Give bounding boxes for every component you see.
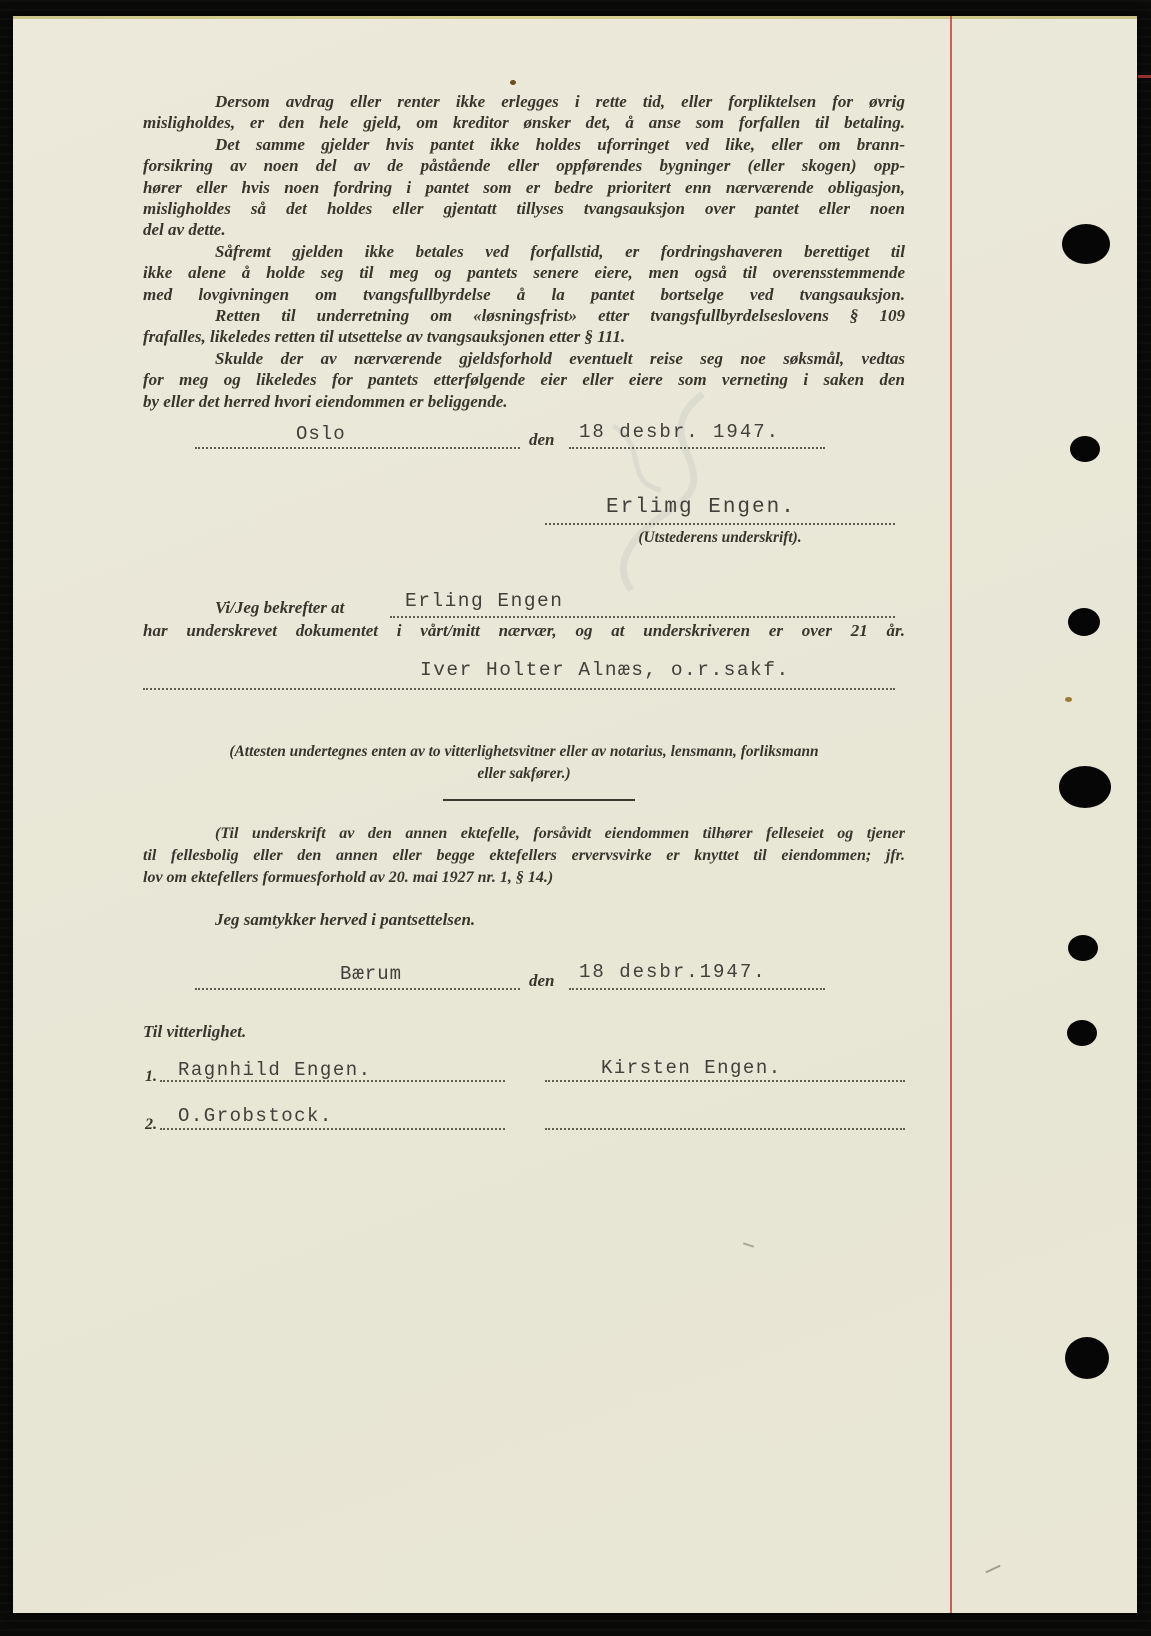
confirmed-name: Erling Engen xyxy=(405,590,564,612)
ink-dot xyxy=(1065,697,1072,702)
spouse-clause-line: (Til underskrift av den annen ektefelle, forsåvidt eiendommen tilhører felleseiet og tjener xyxy=(215,825,905,842)
witness-signature: Kirsten Engen. xyxy=(601,1057,782,1079)
witness-number: 2. xyxy=(145,1116,157,1133)
attestation-note-line: (Attesten undertegnes enten av to vitterlighetsvitner eller av notarius, lensmann, forliksmann xyxy=(229,743,819,760)
issuer-signature: Erlimg Engen. xyxy=(606,496,796,519)
terms-line: Såfremt gjelden ikke betales ved forfallstid, er fordringshaveren berettiget til xyxy=(215,241,905,261)
witness-dotted-line xyxy=(545,1063,905,1082)
place-dotted-line xyxy=(195,430,520,449)
place-field-value: Oslo xyxy=(296,423,346,445)
den-label-2: den xyxy=(529,971,555,990)
punch-hole xyxy=(1070,436,1100,462)
terms-line: for meg og likeledes for pantets etterfølgende eier eller eiere som verneting i saken den xyxy=(143,370,905,390)
terms-line: Dersom avdrag eller renter ikke erlegges i rette tid, eller forpliktelsen for øvrig xyxy=(215,92,905,111)
witness-number: 1. xyxy=(145,1068,157,1085)
terms-line: Det samme gjelder hvis pantet ikke holdes uforringet ved like, eller om brann- xyxy=(215,134,905,154)
spouse-clause-line: til fellesbolig eller den annen eller begge ektefellers ervervsvirke er knyttet til eiendommen; jfr. xyxy=(143,846,905,864)
witness-dotted-line xyxy=(160,1111,505,1130)
witness-signature: O.Grobstock. xyxy=(178,1105,333,1127)
date-field-value-2: 18 desbr.1947. xyxy=(579,961,767,983)
red-edge-tick xyxy=(1138,75,1151,78)
pencil-mark xyxy=(985,1565,1000,1574)
pencil-mark xyxy=(743,1242,754,1247)
punch-hole xyxy=(1068,608,1100,636)
date-field-value: 18 desbr. 1947. xyxy=(579,421,781,443)
punch-hole xyxy=(1068,935,1098,961)
confirmation-text: har underskrevet dokumentet i vårt/mitt nærvær, og at underskriveren er over 21 år. xyxy=(143,621,905,640)
terms-line: Retten til underretning om «løsningsfrist» etter tvangsfullbyrdelseslovens § 109 xyxy=(215,306,905,326)
terms-line: forsikring av noen del av de påstående eller oppførendes bygninger (eller skogen) opp- xyxy=(143,156,905,176)
punch-hole xyxy=(1065,1337,1109,1379)
signature-dotted-line xyxy=(545,506,895,525)
spouse-clause-line: lov om ektefellers formuesforhold av 20. mai 1927 nr. 1, § 14.) xyxy=(143,868,554,886)
red-margin-rule xyxy=(950,16,952,1613)
spouse-clause xyxy=(143,823,905,888)
place-field-value-2: Bærum xyxy=(340,963,403,985)
terms-line: del av dette. xyxy=(143,220,226,240)
witness-heading: Til vitterlighet. xyxy=(143,1022,247,1041)
terms-line: ikke alene å holde seg til meg og pantets senere eiere, men også til overensstemmende xyxy=(143,263,905,283)
attestor-dotted-line xyxy=(143,671,895,690)
terms-line: misligholdes, er den hele gjeld, om kreditor ønsker det, å anse som forfallen til betaling. xyxy=(143,113,905,133)
ink-dot xyxy=(510,80,516,85)
consent-statement: Jeg samtykker herved i pantsettelsen. xyxy=(215,910,476,929)
witness-attorney-signature: Iver Holter Alnæs, o.r.sakf. xyxy=(420,659,790,681)
attestation-note-line: eller sakfører.) xyxy=(477,765,571,782)
den-label: den xyxy=(529,430,555,449)
punch-hole xyxy=(1059,766,1111,808)
punch-hole xyxy=(1062,224,1110,264)
terms-line: by eller det herred hvori eiendommen er beliggende. xyxy=(143,391,508,411)
terms-block xyxy=(143,91,905,412)
paper-sheet xyxy=(13,16,1137,1613)
place-dotted-line-2 xyxy=(195,971,520,990)
terms-line: med lovgivningen om tvangsfullbyrdelse å la pantet bortselge ved tvangsauksjon. xyxy=(143,284,905,304)
confirmation-dotted-line xyxy=(390,599,895,618)
confirmation-prefix: Vi/Jeg bekrefter at xyxy=(215,598,345,617)
terms-line: hører eller hvis noen fordring i pantet som er bedre prioritert enn nærværende obligasjon, xyxy=(143,177,905,197)
witness-signature: Ragnhild Engen. xyxy=(178,1059,372,1081)
attestation-note xyxy=(143,741,905,785)
signature-caption: (Utstederens underskrift). xyxy=(638,529,802,546)
section-divider xyxy=(443,799,635,801)
witness-dotted-line xyxy=(545,1111,905,1130)
punch-hole xyxy=(1067,1020,1097,1046)
terms-line: misligholdes så det holdes eller gjentatt tillyses tvangsauksjon over pantet eller noen xyxy=(143,199,905,219)
terms-line: frafalles, likeledes retten til utsettelse av tvangsauksjonen etter § 111. xyxy=(143,327,626,347)
witness-dotted-line xyxy=(160,1063,505,1082)
terms-line: Skulde der av nærværende gjeldsforhold eventuelt reise seg noe søksmål, vedtas xyxy=(215,348,905,368)
